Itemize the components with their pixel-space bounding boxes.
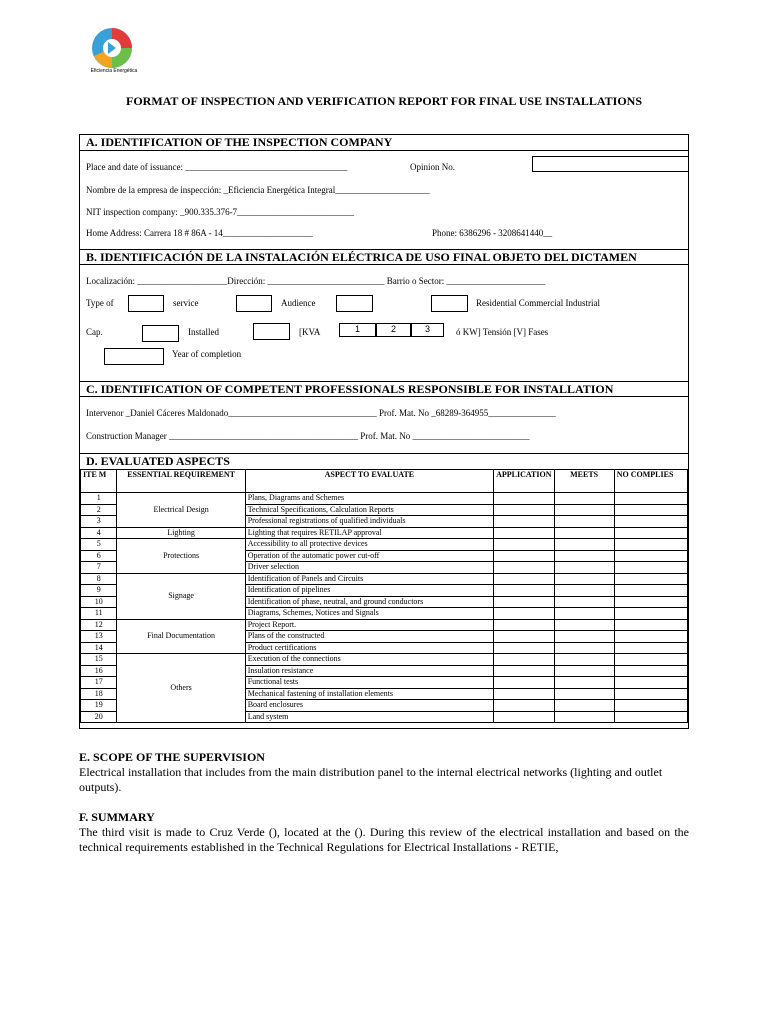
opinion-label: Opinion No. xyxy=(410,162,455,172)
company-name-field[interactable]: Nombre de la empresa de inspección: _Eficiencia Energética Integral_____________________ xyxy=(86,185,430,195)
construction-manager-field[interactable]: Construction Manager __________________________________________ Prof. Mat. No __________________________ xyxy=(86,431,530,441)
phase-box-1[interactable]: 1 xyxy=(339,323,376,337)
document-title: FORMAT OF INSPECTION AND VERIFICATION REPORT FOR FINAL USE INSTALLATIONS xyxy=(126,94,642,108)
audience-label: Audience xyxy=(281,298,316,308)
table-row: 16 Insulation resistance xyxy=(81,665,688,677)
logo-text: Eficiencia Energética xyxy=(90,68,138,74)
section-d-heading: D. EVALUATED ASPECTS xyxy=(80,453,688,469)
location-field[interactable]: Localización: ____________________Dirección: __________________________ Barrio o Sector: ______________________ xyxy=(86,276,546,286)
table-row: 17 Functional tests xyxy=(81,677,688,689)
nit-field[interactable]: NIT inspection company: _900.335.376-7__________________________ xyxy=(86,207,355,217)
intervenor-field[interactable]: Intervenor _Daniel Cáceres Maldonado_________________________________ Prof. Mat. No _68289-364955_______________ xyxy=(86,408,556,418)
table-row: 9 Identification of pipelines xyxy=(81,585,688,597)
type-box-1[interactable] xyxy=(128,295,164,312)
table-row: 4 Lighting Lighting that requires RETILAP approval xyxy=(81,527,688,539)
evaluated-aspects-table xyxy=(80,469,688,723)
table-row: 18 Mechanical fastening of installation elements xyxy=(81,688,688,700)
installed-label: Installed xyxy=(188,327,219,337)
res-com-ind-label: Residential Commercial Industrial xyxy=(476,298,600,308)
phase-box-3[interactable]: 3 xyxy=(411,323,444,337)
year-box[interactable] xyxy=(104,348,164,365)
group-label: Signage xyxy=(117,573,245,619)
table-row: 14 Product certifications xyxy=(81,642,688,654)
section-e-heading: E. SCOPE OF THE SUPERVISION xyxy=(79,750,265,764)
table-row: 5 Protections Accessibility to all protective devices xyxy=(81,539,688,551)
year-label: Year of completion xyxy=(172,349,242,359)
report-form xyxy=(79,134,689,729)
group-label: Electrical Design xyxy=(117,493,245,528)
place-date-field[interactable]: Place and date of issuance: ____________________________________ xyxy=(86,162,348,172)
type-box-4[interactable] xyxy=(431,295,468,312)
table-row: 15 Others Execution of the connections xyxy=(81,654,688,666)
table-row: 20 Land system xyxy=(81,711,688,723)
opinion-number-input[interactable] xyxy=(532,156,689,172)
col-no-complies: NO COMPLIES xyxy=(614,470,687,493)
service-label: service xyxy=(173,298,199,308)
address-field[interactable]: Home Address: Carrera 18 # 86A - 14____________________ xyxy=(86,228,313,238)
table-row: 2 Technical Specifications, Calculation Reports xyxy=(81,504,688,516)
type-of-label: Type of xyxy=(86,298,114,308)
col-requirement: ESSENTIAL REQUIREMENT xyxy=(117,470,245,493)
table-row: 3 Professional registrations of qualified individuals xyxy=(81,516,688,528)
table-row: 8 Signage Identification of Panels and Circuits xyxy=(81,573,688,585)
section-e xyxy=(79,750,689,795)
phone-field[interactable]: Phone: 6386296 - 3208641440__ xyxy=(432,228,553,238)
cap-box-2[interactable] xyxy=(253,323,290,340)
table-row: 7 Driver selection xyxy=(81,562,688,574)
table-row: 11 Diagrams, Schemes, Notices and Signals xyxy=(81,608,688,620)
section-f xyxy=(79,810,689,855)
group-label: Final Documentation xyxy=(117,619,245,654)
section-b-heading: B. IDENTIFICACIÓN DE LA INSTALACIÓN ELÉCTRICA DE USO FINAL OBJETO DEL DICTAMEN xyxy=(80,249,688,265)
group-label: Others xyxy=(117,654,245,723)
section-f-text: The third visit is made to Cruz Verde (), located at the (). During this review of the electrical installation and based on the technical requirements established in the Technical Regulations for Electrical Installations - RETIE, xyxy=(79,825,689,854)
table-row: 19 Board enclosures xyxy=(81,700,688,712)
col-aspect: ASPECT TO EVALUATE xyxy=(245,470,493,493)
type-box-2[interactable] xyxy=(236,295,272,312)
cap-box-1[interactable] xyxy=(142,325,179,342)
kw-tension-label: ó KW] Tensión [V] Fases xyxy=(456,327,549,337)
table-row: 6 Operation of the automatic power cut-off xyxy=(81,550,688,562)
section-a-heading: A. IDENTIFICATION OF THE INSPECTION COMPANY xyxy=(80,135,688,151)
table-row: 13 Plans of the constructed xyxy=(81,631,688,643)
cap-label: Cap. xyxy=(86,327,103,337)
kva-label: [KVA xyxy=(299,327,321,337)
phase-box-2[interactable]: 2 xyxy=(376,323,411,337)
section-f-heading: F. SUMMARY xyxy=(79,810,155,824)
table-row: 1 Electrical Design Plans, Diagrams and Schemes xyxy=(81,493,688,505)
table-row: 12 Final Documentation Project Report. xyxy=(81,619,688,631)
group-label: Lighting xyxy=(117,527,245,539)
section-c-heading: C. IDENTIFICATION OF COMPETENT PROFESSIONALS RESPONSIBLE FOR INSTALLATION xyxy=(80,381,688,397)
group-label: Protections xyxy=(117,539,245,574)
col-application: APPLICATION xyxy=(494,470,554,493)
col-meets: MEETS xyxy=(554,470,614,493)
col-item: ITE M xyxy=(81,470,117,493)
type-box-3[interactable] xyxy=(336,295,373,312)
table-row: 10 Identification of phase, neutral, and ground conductors xyxy=(81,596,688,608)
section-e-text: Electrical installation that includes from the main distribution panel to the internal electrical networks (lighting and outlet outputs). xyxy=(79,765,663,794)
